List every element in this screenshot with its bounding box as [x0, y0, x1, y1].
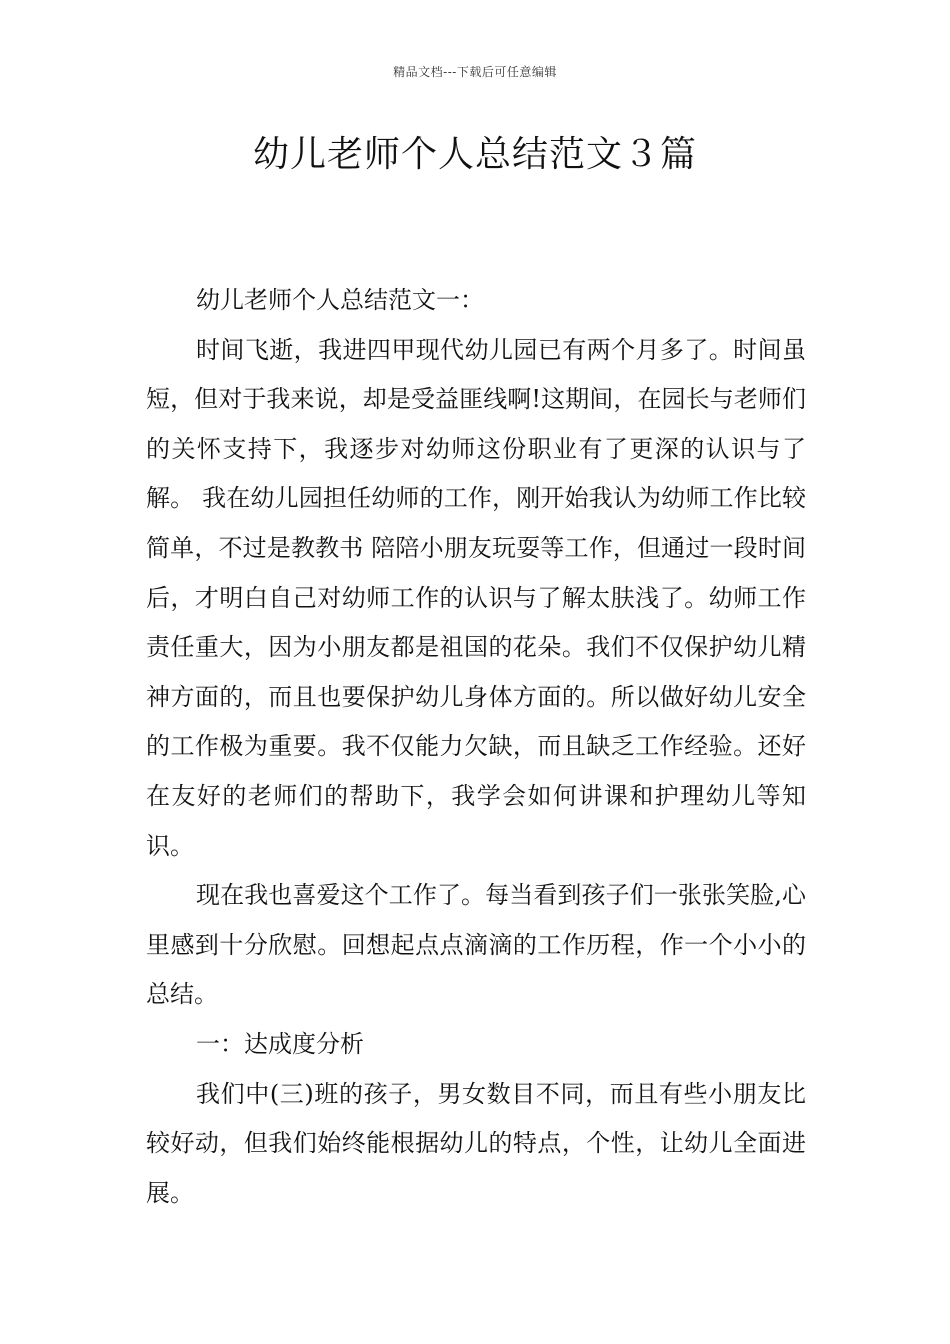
paragraph-section-heading-1: 幼儿老师个人总结范文一： — [196, 286, 484, 314]
paragraph-subheading-analysis: 一：达成度分析 — [196, 1029, 364, 1058]
document-body — [146, 276, 806, 1218]
paragraph-1: 时间飞逝，我进四甲现代幼儿园已有两个月多了。时间虽短，但对于我来说，却是受益匪线啊!这期间，在园长与老师们的关怀支持下，我逐步对幼师这份职业有了更深的认识与了解。 我在幼儿园担任幼师的工作，刚开始我认为幼师工作比较简单，不过是教教书 陪陪小朋友玩耍等工作，但通过一段时间后，才明白自己对幼师工作的认识与了解太肤浅了。幼师工作责任重大，因为小朋友都是祖国的花朵。我们不仅保护幼儿精神方面的，而且也要保护幼儿身体方面的。所以做好幼儿安全的工作极为重要。我不仅能力欠缺，而且缺乏工作经验。还好在友好的老师们的帮助下，我学会如何讲课和护理幼儿等知识。 — [146, 335, 806, 860]
document-title: 幼儿老师个人总结范文３篇 — [252, 134, 697, 175]
paragraph-2: 现在我也喜爱这个工作了。每当看到孩子们一张张笑脸,心里感到十分欣慰。回想起点点滴滴的工作历程，作一个小小的总结。 — [146, 881, 806, 1009]
header-note: 精品文档---下载后可任意编辑 — [393, 65, 557, 79]
paragraph-3: 我们中(三)班的孩子，男女数目不同，而且有些小朋友比较好动，但我们始终能根据幼儿的特点，个性，让幼儿全面进展。 — [146, 1079, 806, 1207]
